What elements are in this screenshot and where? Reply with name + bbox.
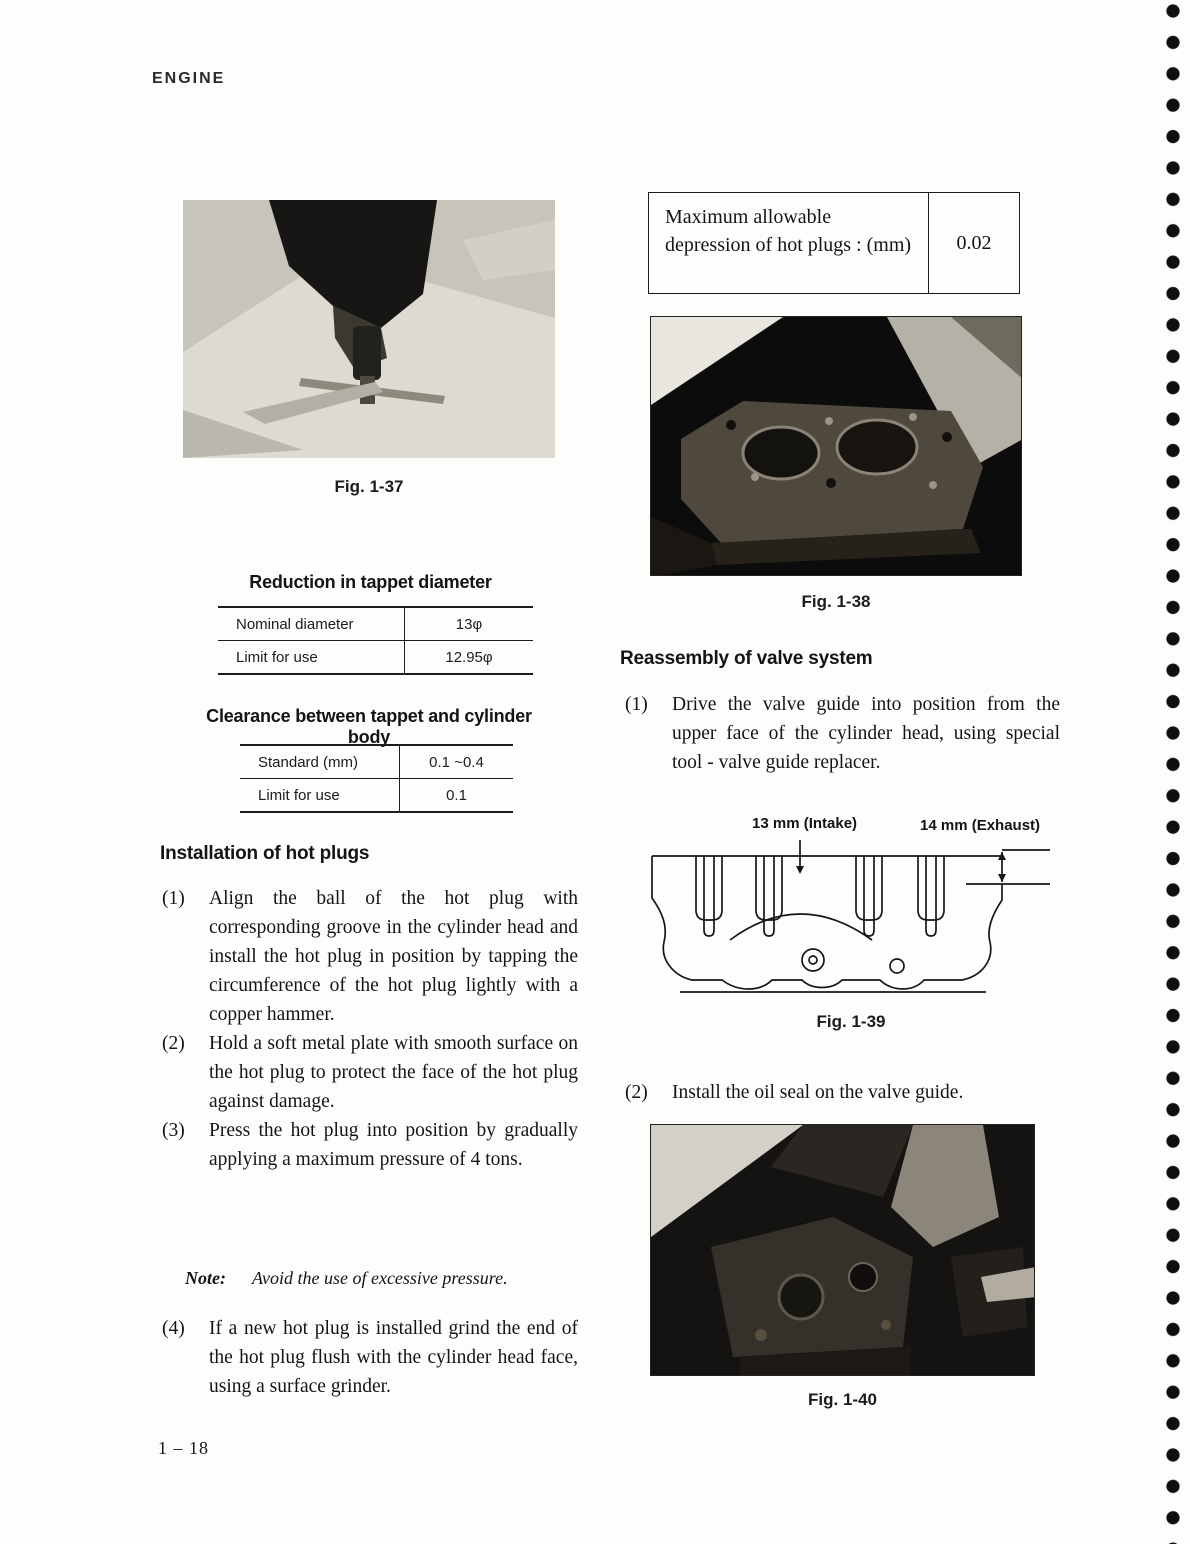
oil-seal-install-photo [651,1125,1035,1376]
cylinder-head-section-drawing [650,840,1052,1000]
item-number: (2) [625,1082,648,1103]
row-label: Limit for use [218,641,405,673]
figure-1-37-caption: Fig. 1-37 [334,477,404,496]
item-number: (1) [162,888,185,909]
figure-1-38-photo [650,316,1022,576]
table-row [240,746,513,778]
item-text: Press the hot plug into position by gradually applying a maximum pressure of 4 tons. [209,1120,578,1170]
row-value: 12.95φ [445,649,493,666]
row-value: 0.1 [446,787,467,804]
section-heading-installation: Installation of hot plugs [160,843,370,864]
max-depression-spec-box [648,192,1020,294]
tappet-clearance-table [240,744,513,813]
section-heading-reassembly: Reassembly of valve system [620,648,873,669]
page-header: ENGINE [152,70,226,87]
list-item [162,1029,578,1116]
page-number: 1 – 18 [158,1438,209,1458]
list-item [162,884,578,1029]
figure-1-40-photo [650,1124,1035,1376]
note [185,1268,585,1289]
tappet-diameter-table-title: Reduction in tappet diameter [249,572,492,592]
item-text: Install the oil seal on the valve guide. [672,1082,964,1103]
reassembly-step-2 [625,1078,1070,1107]
installation-step-4 [162,1314,578,1401]
cylinder-head-photo [651,317,1022,576]
exhaust-dimension-label: 14 mm (Exhaust) [920,817,1041,834]
figure-1-37-photo [183,200,555,458]
tappet-clearance-table-title: Clearance between tappet and cylinder body [206,706,532,747]
list-item [625,690,1060,777]
row-label: Standard (mm) [240,746,400,778]
hot-plug-tapping-photo [183,200,555,458]
table-row [240,778,513,811]
figure-1-38-caption: Fig. 1-38 [801,592,871,611]
item-text: Drive the valve guide into position from the upper face of the cylinder head, using special tool - valve guide replacer. [672,694,1060,773]
intake-dimension-label: 13 mm (Intake) [752,815,858,832]
item-number: (4) [162,1318,185,1339]
item-text: If a new hot plug is installed grind the end of the hot plug flush with the cylinder head face, using a surface grinder. [209,1318,578,1397]
item-number: (1) [625,694,648,715]
table-row [218,640,533,673]
figure-1-39-drawing [650,840,1052,1000]
spec-label: Maximum allowable depression of hot plugs : (mm) [649,193,929,293]
row-label: Nominal diameter [218,608,405,640]
item-text: Hold a soft metal plate with smooth surface on the hot plug to protect the face of the hot plug against damage. [209,1033,578,1112]
binding-dots [1162,0,1184,1544]
figure-1-40-caption: Fig. 1-40 [808,1390,877,1409]
tappet-diameter-table [218,606,533,675]
row-value: 0.1 ~0.4 [429,754,484,771]
row-label: Limit for use [240,779,400,811]
row-value: 13φ [455,616,483,633]
spec-value: 0.02 [956,232,992,254]
item-number: (3) [162,1120,185,1141]
reassembly-step-1 [625,690,1060,777]
note-text: Avoid the use of excessive pressure. [251,1268,508,1288]
figure-1-39-caption: Fig. 1-39 [816,1012,886,1031]
list-item [625,1078,1070,1107]
list-item [162,1314,578,1401]
item-number: (2) [162,1033,185,1054]
note-label: Note: [185,1268,226,1288]
table-row [218,608,533,640]
installation-steps [162,884,578,1174]
item-text: Align the ball of the hot plug with corresponding groove in the cylinder head and install the hot plug in position by tapping the circumference of the hot plug lightly with a copper hammer. [209,888,578,1025]
list-item [162,1116,578,1174]
